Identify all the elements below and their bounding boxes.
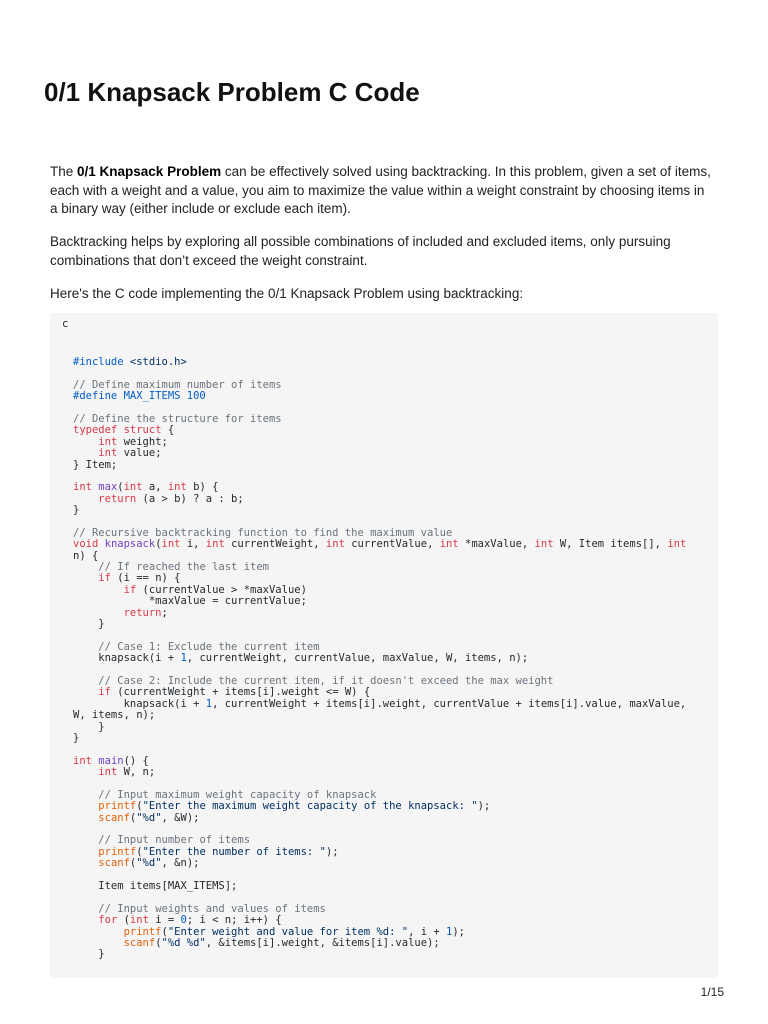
code-line (73, 448, 686, 459)
code-token: knapsack(i + (73, 652, 181, 665)
code-line (73, 733, 686, 744)
code-token: printf (98, 845, 137, 858)
code-token: "Enter the number of items: " (142, 845, 326, 858)
code-token: 1 (180, 652, 187, 665)
code-token: *maxValue, (458, 538, 535, 551)
code-token: ( (136, 845, 143, 858)
code-intro-paragraph (50, 285, 523, 304)
code-token: currentValue, (344, 538, 440, 551)
page-number: 1/15 (700, 985, 724, 999)
code-token: } (73, 720, 105, 733)
code-token: i, (180, 538, 206, 551)
code-token (73, 857, 98, 869)
code-token: ; (161, 606, 168, 619)
code-token: struct (123, 424, 162, 437)
code-token: weight; (117, 435, 168, 448)
code-line (73, 938, 686, 949)
code-token (73, 607, 124, 619)
code-line (73, 949, 686, 960)
code-token: ); (477, 800, 491, 813)
code-line (73, 767, 686, 778)
page-title: 0/1 Knapsack Problem C Code (44, 77, 420, 107)
code-line (73, 813, 686, 824)
code-token: int (534, 538, 554, 551)
code-token: { (161, 424, 175, 437)
code-token: <stdio.h> (129, 356, 187, 368)
code-token: int (439, 538, 459, 551)
code-token: void (73, 538, 99, 551)
code-token: (i == n) { (110, 572, 181, 585)
code-token: main (98, 754, 124, 767)
code-token: W, items, n); (73, 709, 156, 722)
code-language-label: c (62, 318, 69, 330)
code-token: "Enter the maximum weight capacity of the knapsack: " (142, 800, 478, 813)
code-token: value; (117, 447, 162, 460)
code-token (73, 766, 98, 778)
code-listing (73, 357, 686, 961)
code-token: ( (161, 925, 168, 938)
code-token: i = (148, 914, 181, 927)
code-token: ); (452, 925, 465, 938)
code-token: , currentWeight + items[i].weight, currentValue + items[i].value, maxValue, (212, 697, 687, 710)
code-token (73, 641, 98, 653)
code-token: ( (155, 936, 162, 949)
code-token: "%d" (136, 811, 162, 824)
code-token: for (98, 914, 118, 927)
paragraph-line: a binary way (either include or exclude each item). (50, 201, 351, 216)
code-token: W, n; (117, 766, 156, 779)
code-line (73, 391, 686, 402)
code-token: int (73, 481, 92, 494)
paragraph-line: combinations that don’t exceed the weight constraint. (50, 252, 368, 268)
code-token (73, 914, 98, 926)
code-token (73, 812, 98, 824)
code-token: // Define maximum number of items (73, 378, 282, 391)
code-token (73, 789, 98, 801)
code-token: ( (136, 800, 143, 813)
intro-paragraph (50, 163, 711, 219)
code-token: , currentWeight, currentValue, maxValue, W, items, n); (186, 652, 529, 665)
code-token: *maxValue = currentValue; (73, 595, 307, 608)
code-line (73, 619, 686, 630)
code-token: ( (129, 857, 137, 870)
code-line (73, 494, 686, 505)
code-token: scanf (98, 857, 130, 870)
code-token (73, 493, 98, 505)
code-token: #include (73, 356, 130, 368)
code-token: 1 (205, 697, 213, 710)
code-token: "Enter weight and value for item %d: " (167, 925, 409, 938)
code-token: ); (325, 845, 339, 858)
bold-term: 0/1 Knapsack Problem (77, 164, 222, 179)
code-token: // If reached the last item (98, 561, 269, 574)
code-token (73, 584, 124, 596)
code-token: if (98, 686, 111, 699)
code-token: knapsack (104, 538, 156, 551)
code-block (50, 313, 718, 978)
code-token (73, 447, 98, 459)
code-token: } Item; (73, 458, 118, 471)
code-token: W, Item items[], (553, 538, 668, 551)
code-token: int (129, 914, 149, 927)
code-token (73, 846, 98, 858)
code-token: int (161, 538, 181, 551)
code-token: // Case 1: Exclude the current item (98, 640, 320, 653)
code-line (73, 437, 686, 448)
code-token: () { (123, 754, 149, 767)
paragraph-line: Here's the C code implementing the 0/1 Knapsack Problem using backtracking: (50, 286, 524, 301)
code-line (73, 653, 686, 664)
code-token: // Define the structure for items (73, 412, 282, 425)
code-token: if (123, 583, 137, 596)
code-token: } (73, 731, 80, 744)
code-token (73, 686, 98, 698)
code-token (73, 572, 98, 584)
code-token: ( (129, 811, 137, 824)
paragraph-line: Backtracking helps by exploring all possible combinations of included and excluded items, only pursuing (50, 234, 671, 249)
code-token: int (167, 481, 187, 494)
code-token: // Case 2: Include the current item, if it doesn't exceed the max weight (98, 674, 554, 687)
code-token: "%d %d" (161, 936, 206, 949)
code-token: a, (142, 481, 168, 494)
code-line (73, 699, 686, 710)
code-token: } (73, 504, 80, 517)
code-token: (currentValue > *maxValue) (136, 583, 307, 596)
code-token (73, 675, 98, 687)
code-token: ; i < n; i++) { (186, 914, 282, 927)
code-token: // Recursive backtracking function to find the maximum value (73, 526, 453, 539)
code-token (73, 561, 98, 573)
code-token: ( (117, 481, 124, 494)
code-line (73, 357, 686, 368)
code-token (73, 834, 98, 846)
paragraph-line (50, 163, 711, 182)
code-token: ( (117, 914, 130, 927)
code-token: 0 (180, 914, 187, 927)
code-line (73, 539, 686, 550)
code-line (73, 722, 686, 733)
code-line (73, 460, 686, 471)
code-line (73, 881, 686, 892)
code-token: currentWeight, (224, 538, 326, 551)
code-token: knapsack(i + (73, 697, 206, 710)
code-token: scanf (98, 811, 130, 824)
code-token: b) { (186, 481, 219, 494)
code-token: "%d" (136, 857, 162, 870)
code-token: , &W); (161, 811, 200, 824)
code-token: return (123, 606, 162, 619)
code-token: Item items[MAX_ITEMS]; (73, 879, 238, 892)
code-token: n) { (73, 549, 99, 562)
code-token: int (667, 538, 687, 551)
code-token: } (73, 617, 105, 630)
code-token (73, 903, 98, 915)
paragraph-line: each with a weight and a value, you aim to maximize the value within a weight constraint by choosing items in (50, 182, 705, 198)
code-token (73, 800, 98, 812)
code-token: , &n); (161, 857, 200, 870)
code-line (73, 744, 686, 755)
code-token: int (325, 538, 345, 551)
code-line (73, 505, 686, 516)
code-token: // Input weights and values of items (98, 902, 326, 915)
code-token: int (98, 766, 118, 779)
code-token: max (98, 481, 118, 494)
code-token: int (98, 435, 118, 448)
paragraph-text: can be effectively solved using backtracking. In this problem, given a set of items, (221, 164, 711, 179)
code-token: int (123, 481, 143, 494)
code-token: int (98, 447, 118, 460)
code-token: int (205, 538, 225, 551)
code-token: // Input number of items (98, 834, 251, 847)
code-token: int (73, 754, 92, 767)
code-token: ( (155, 538, 162, 551)
code-token: , i + (408, 925, 446, 938)
code-line (73, 858, 686, 869)
code-token (73, 926, 124, 938)
code-token (73, 937, 124, 949)
backtracking-paragraph (50, 233, 671, 270)
code-token: 1 (446, 925, 453, 938)
paragraph-text: The (50, 164, 78, 179)
code-token: printf (98, 800, 137, 813)
code-token (73, 436, 98, 448)
code-token: } (73, 948, 105, 961)
code-token: return (98, 492, 137, 505)
code-line (73, 710, 686, 721)
code-token: (currentWeight + items[i].weight <= W) { (110, 686, 371, 699)
code-token: if (98, 572, 111, 585)
code-token: (a > b) ? a : b; (136, 492, 244, 505)
code-token: // Input maximum weight capacity of knapsack (98, 788, 377, 801)
code-token: , &items[i].weight, &items[i].value); (205, 936, 440, 949)
code-token: #define MAX_ITEMS 100 (73, 390, 206, 403)
code-token: scanf (123, 936, 156, 949)
code-token: printf (123, 925, 162, 938)
code-token: typedef (73, 424, 118, 437)
code-line (73, 608, 686, 619)
code-line (73, 756, 686, 767)
